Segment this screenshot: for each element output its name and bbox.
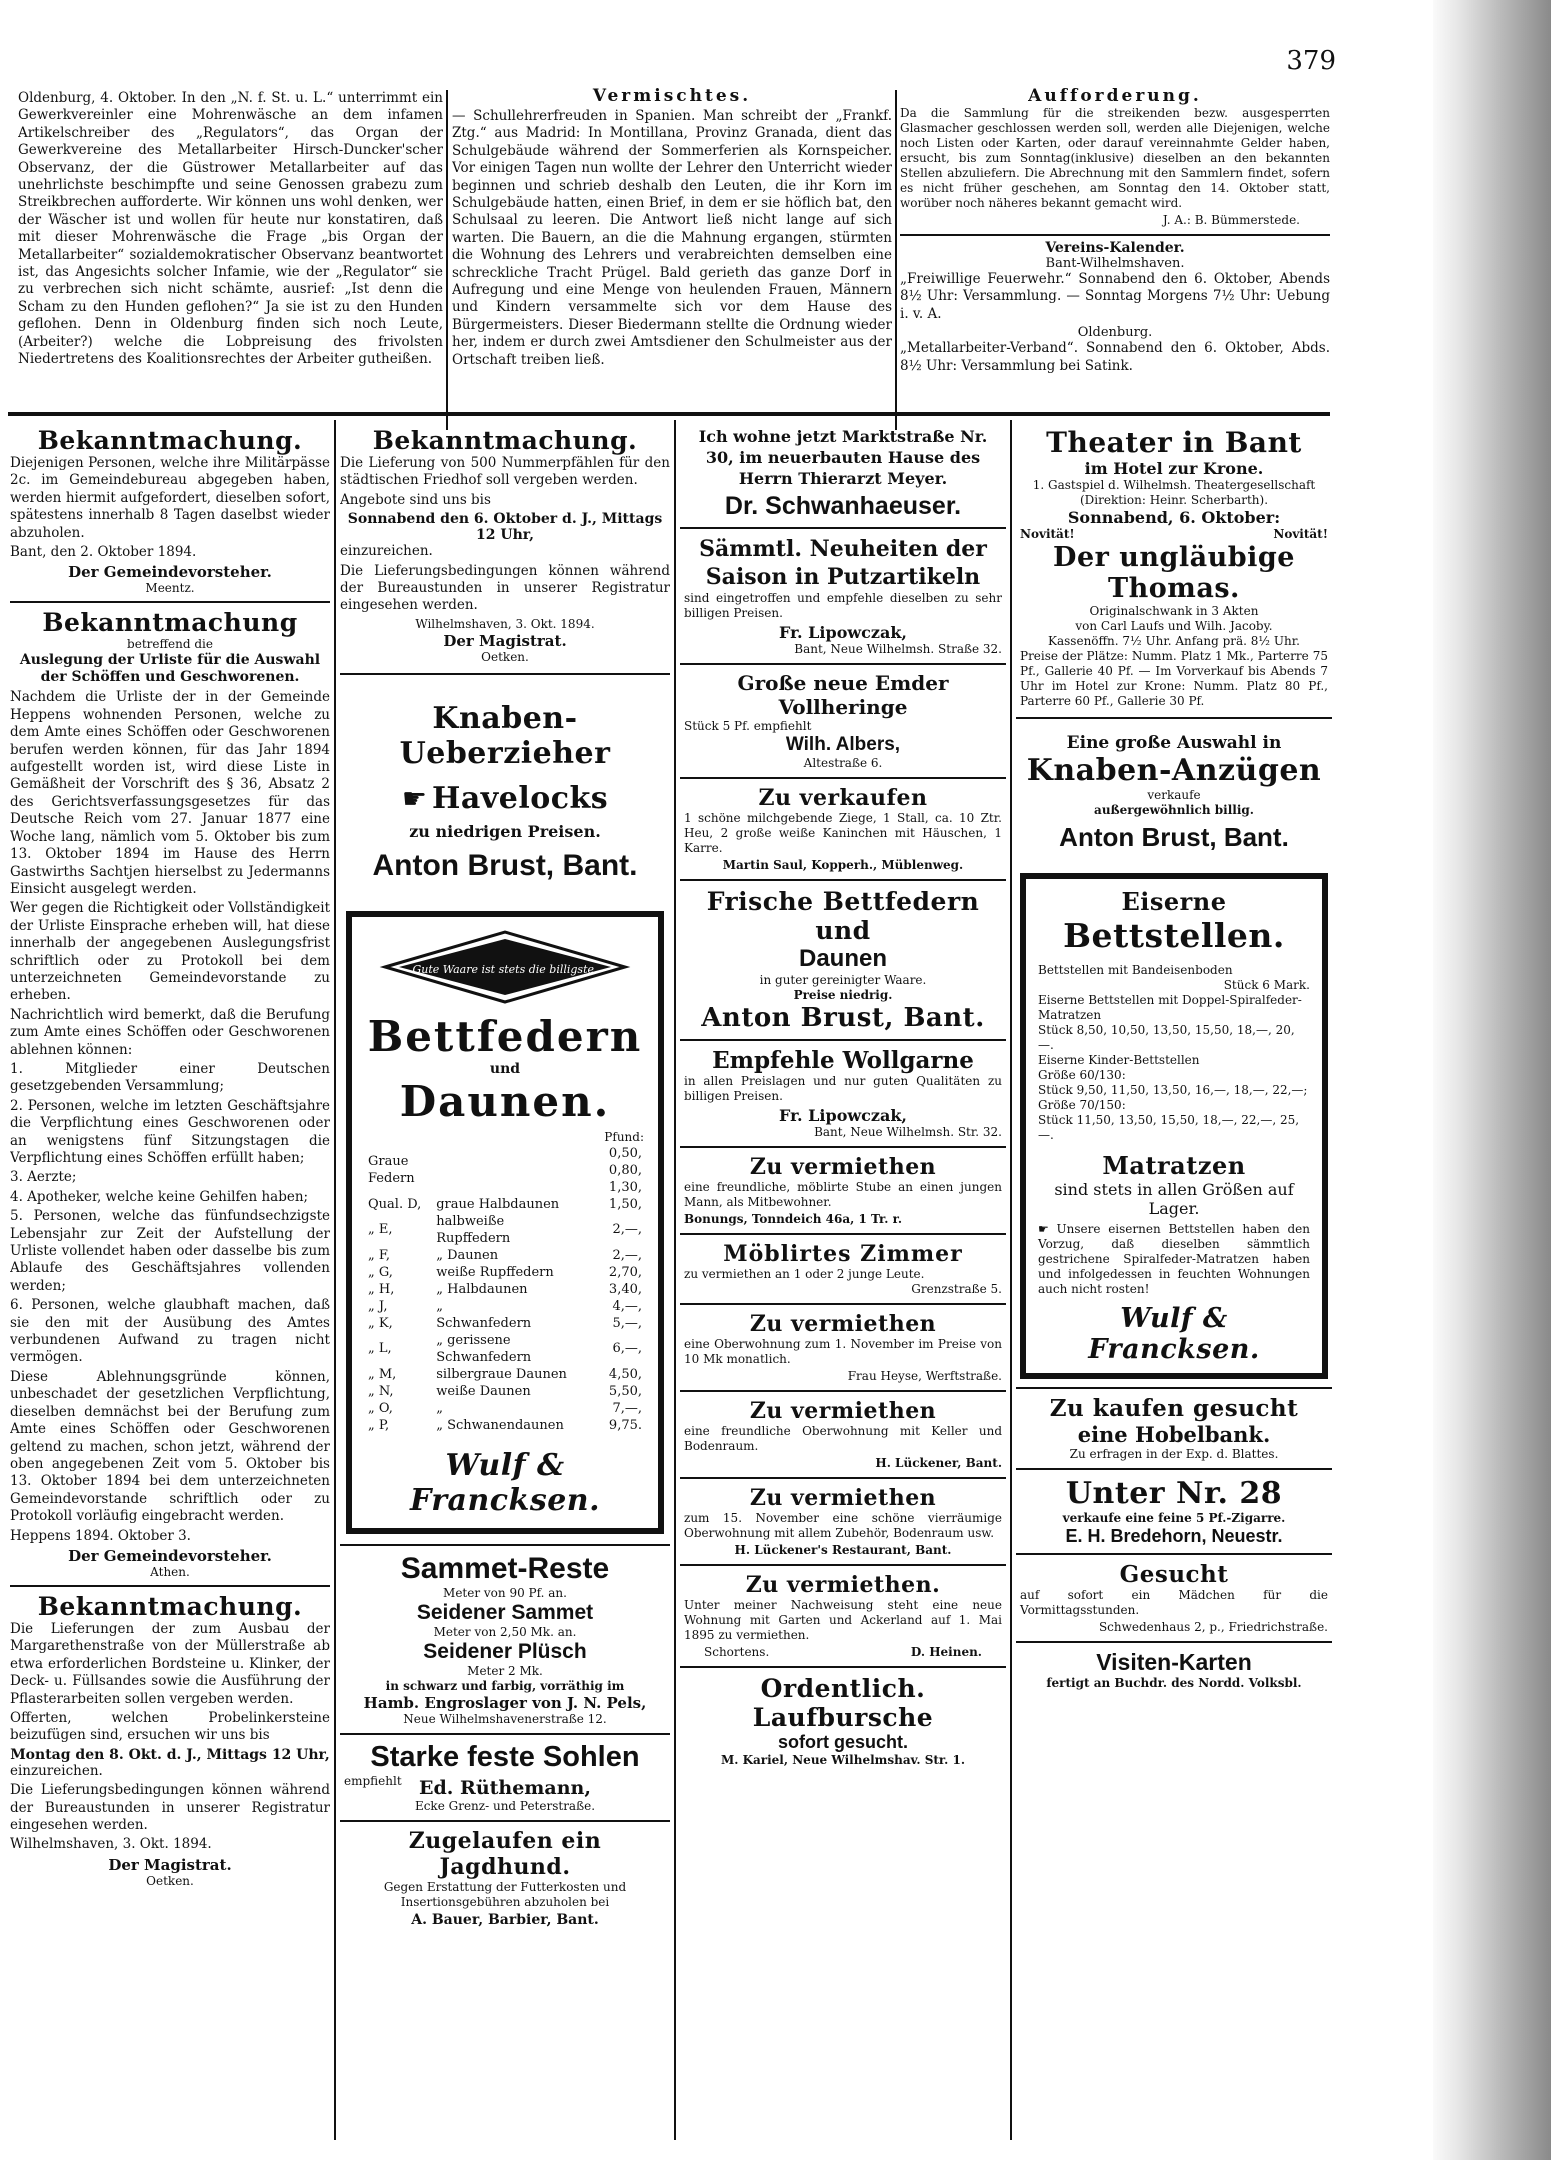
notice-text: Nachrichtlich wird bemerkt, daß die Berufung zum Amte eines Schöffen oder Geschworenen ablehnen können: xyxy=(10,1006,330,1058)
description-cell: „ xyxy=(436,1400,443,1416)
ad-text: 1 schöne milchgebende Ziege, 1 Stall, ca. 10 Ztr. Heu, 2 große weiße Kaninchen mit Häuschen, 1 Karre. xyxy=(684,811,1002,855)
notice-text: Die Lieferungsbedingungen können während der Bureaustunden in unserer Registratur eingesehen werden. xyxy=(10,1782,330,1833)
ad-firm: E. H. Bredehorn, Neuestr. xyxy=(1065,1526,1283,1546)
ad-sohlen xyxy=(340,1733,670,1820)
ad-headline: Sämmtl. Neuheiten der Saison in Putzartikeln xyxy=(699,536,987,590)
ad-address: Altestraße 6. xyxy=(803,756,883,770)
ad-line: verkaufe eine feine 5 Pf.-Zigarre. xyxy=(1062,1511,1286,1525)
ad-firm: Fr. Lipowczak, xyxy=(779,623,907,642)
ad-headline: Daunen xyxy=(798,945,887,972)
ad-headline: Knaben-Ueberzieher xyxy=(399,700,611,771)
box-text: Unsere eisernen Bettstellen haben den Vorzug, daß dieselben sämmtlich gestrichene Spiralfeder-Matratzen haben und infolgedessen in feuchten Wohnungen auch nicht rosten! xyxy=(1038,1222,1310,1296)
ad-line: Seidener Sammet xyxy=(416,1600,594,1624)
ad-knaben-ueberzieher xyxy=(340,673,670,889)
ad-line: Kassenöffn. 7½ Uhr. Anfang prä. 8½ Uhr. xyxy=(1048,634,1300,648)
ad-text: Ich wohne jetzt Marktstraße Nr. 30, im neuerbauten Hause des Herrn Thierarzt Meyer. xyxy=(698,427,988,488)
box-line: Stück 11,50, 13,50, 15,50, 18,—, 22,—, 25,—. xyxy=(1038,1113,1300,1142)
oldenburg-text: Oldenburg, 4. Oktober. In den „N. f. St. u. L.“ unterrimmt ein Gewerkvereinler eine Mohrenwäsche an dem infamen Artikelschreiber des „Regulators“, das Organ der Gewerkvereine des Metallarbeiter Hirsch-Duncker'scher Observanz, der die Güstrower Metallarbeiter auf das unehrlichste beschimpfte und seine Genossen grabezu zum Streikbrechen aufforderte. Wir können uns wohl denken, wer der Wäscher ist und wollen für heute nur konstatiren, daß mit dieser Mohrenwäsche die Frage „bis Organ der Metallarbeiter“ sozialdemokratischer Observanz beantwortet ist, das Angesichts solcher Infamie, wie der „Regulator“ sie zu verbrechen sich nicht schämte, ausrief: „Ist denn die Scham zu den Hunden geflohen?“ Ja sie ist zu den Hunden geflohen. Denn in Oldenburg finden sich noch Leute, (Arbeiter?) welche die Lobpreisung des frivolsten Niedertretens des Koalitionsrechtes der Arbeiter gutheißen. xyxy=(18,90,443,368)
notice-title: Bekanntmachung. xyxy=(37,426,303,455)
quality-cell: Qual. D, xyxy=(368,1196,422,1212)
price-cell: 4,50, xyxy=(608,1366,642,1382)
ad-line: Stück 5 Pf. empfiehlt xyxy=(684,719,812,733)
notice-title: Bekanntmachung. xyxy=(372,426,638,455)
quality-cell: Graue Federn xyxy=(368,1154,415,1187)
ad-address: Schwedenhaus 2, p., Friedrichstraße. xyxy=(1098,1620,1328,1634)
notice-deadline: Sonnabend den 6. Oktober d. J., Mittags 12 Uhr, xyxy=(347,511,663,544)
ad-text: zu vermiethen an 1 oder 2 junge Leute. xyxy=(684,1267,925,1281)
ad-headline: Zu verkaufen xyxy=(758,785,928,811)
price-cell: 2,—, xyxy=(612,1247,642,1263)
play-title: Der ungläubige Thomas. xyxy=(1053,542,1295,604)
price-cell: 3,40, xyxy=(608,1281,642,1297)
newspaper-page xyxy=(8,46,1336,2140)
ad-laufbursche xyxy=(680,1666,1006,1774)
ad-bettfedern-box xyxy=(346,911,664,1534)
quality-cell: „ L, xyxy=(368,1341,392,1357)
notice-text: Diejenigen Personen, welche ihre Militärpässe 2c. im Gemeindebureau abgegeben haben, werden hiermit aufgefordert, dieselben sofort, spätestens innerhalb 8 Tagen daselbst wieder abzuholen. xyxy=(10,455,330,541)
quality-cell: „ J, xyxy=(368,1298,388,1314)
ad-line: außergewöhnlich billig. xyxy=(1094,803,1254,817)
box-title: Daunen. xyxy=(399,1076,611,1126)
ad-jagdhund xyxy=(340,1820,670,1934)
price-row xyxy=(366,1332,644,1366)
ad-line: Neue Wilhelmshavenerstraße 12. xyxy=(403,1711,607,1726)
box-line: Eiserne Kinder-Bettstellen xyxy=(1038,1053,1200,1067)
section-divider xyxy=(8,412,1330,416)
description-cell: „ Daunen xyxy=(436,1247,499,1263)
description-cell: „ Schwanendaunen xyxy=(436,1417,564,1433)
ad-line: von Carl Laufs und Wilh. Jacoby. xyxy=(1075,619,1273,633)
column-1 xyxy=(10,426,330,2146)
ad-firm: Fr. Lipowczak, xyxy=(779,1106,907,1125)
box-firm: Wulf & Francksen. xyxy=(409,1447,601,1518)
vereins-kalender-title: Vereins-Kalender. xyxy=(1045,240,1185,256)
ad-headline: Starke feste Sohlen xyxy=(370,1740,640,1773)
aufforderung-text: Da die Sammlung für die streikenden bezw. ausgesperrten Glasmacher geschlossen werden soll, werden alle Diejenigen, welche noch Listen oder Karten, oder darauf vereinnahmte Gelder haben, ersucht, bis zum Sonntag(inklusive) dieselben an den bekannten Stellen abzuliefern. Die Abrechnung mit den Sammlern findet, sofern es nicht früher geschehen, am Sonntag den 14. Oktober statt, worüber noch näheres bekannt gemacht wird. xyxy=(900,106,1330,210)
ad-text: in allen Preislagen und nur guten Qualitäten zu billigen Preisen. xyxy=(684,1074,1002,1103)
ad-line: in guter gereinigter Waare. xyxy=(759,973,927,987)
description-cell: „ xyxy=(436,1298,443,1314)
notice-text: einzureichen. xyxy=(10,1762,103,1779)
box-title: Bettfedern xyxy=(367,1011,643,1061)
box-line: Eiserne Bettstellen mit Doppel-Spiralfeder-Matratzen xyxy=(1038,993,1302,1022)
ad-address: M. Kariel, Neue Wilhelmshav. Str. 1. xyxy=(720,1753,966,1767)
ad-headline: Zu vermiethen xyxy=(749,1485,937,1511)
price-row xyxy=(366,1196,644,1213)
description-cell: „ gerissene Schwanfedern xyxy=(436,1332,532,1365)
ad-date: Sonnabend, 6. Oktober: xyxy=(1067,508,1281,527)
exemption-item: 4. Apotheker, welche keine Gehilfen haben; xyxy=(10,1188,309,1205)
price-row xyxy=(366,1417,644,1434)
exemption-item: 5. Personen, welche das fünfundsechzigste Lebensjahr zur Zeit der Aufstellung der Urliste vollendet haben oder dasselbe bis zum Ablaufe des Geschäftsjahres vollenden werden; xyxy=(10,1208,330,1294)
price-row xyxy=(366,1315,644,1332)
notice-text: Die Lieferungen der zum Ausbau der Margarethenstraße von der Müllerstraße ab etwa erforderlichen Bordsteine u. Klinker, der Deck- u. Füllsandes sowie die Ausführung der Pflasterarbeiten sollen vergeben werden. xyxy=(10,1620,330,1707)
box-line: Bettstellen mit Bandeisenboden xyxy=(1038,963,1233,977)
ad-sammet-reste xyxy=(340,1544,670,1733)
top-article-oldenburg xyxy=(18,90,443,425)
price-cell: 9,75. xyxy=(608,1417,642,1433)
ad-headline: Frische Bettfedern und xyxy=(706,887,980,945)
price-cell: 0,50, 0,80, 1,30, xyxy=(608,1145,642,1195)
ad-line: Eine große Auswahl in xyxy=(1066,733,1282,753)
ad-name: D. Heinen. xyxy=(910,1645,982,1659)
ad-zu-verkaufen xyxy=(680,777,1006,879)
ad-line: Meter von 2,50 Mk. an. xyxy=(433,1624,577,1639)
ad-headline: Visiten-Karten xyxy=(1096,1649,1252,1675)
description-cell: weiße Daunen xyxy=(436,1383,531,1399)
notice-text: Diese Ablehnungsgründe können, unbeschadet der gesetzlichen Verpflichtung, dieselben demnächst bei der Berufung zum Amte eines Schöffen oder Geschworenen geltend zu machen, schon jetzt, während der oben angegebenen Zeit vom 5. Oktober bis 13. Oktober 1894 bei dem unterzeichneten Gemeindevorstande schriftlich oder zu Protokoll vorläufig eingebracht werden. xyxy=(10,1368,330,1525)
price-table xyxy=(366,1145,644,1434)
box-line: Stück 9,50, 11,50, 13,50, 16,—, 18,—, 22,—; xyxy=(1038,1083,1308,1097)
ad-headline: Zu vermiethen. xyxy=(745,1572,941,1598)
ad-address: Ecke Grenz- und Peterstraße. xyxy=(414,1798,596,1813)
box-und: und xyxy=(489,1060,521,1077)
ad-zu-vermiethen xyxy=(680,1303,1006,1390)
notice-signer: Athen. xyxy=(150,1564,190,1579)
price-row xyxy=(366,1281,644,1298)
ad-headline: Unter Nr. 28 xyxy=(1065,1476,1283,1511)
quality-cell: „ F, xyxy=(368,1247,390,1263)
novitaet-label: Novität! xyxy=(1273,527,1328,541)
ad-headline: Havelocks xyxy=(432,780,609,816)
notice-signature: Der Gemeindevorsteher. xyxy=(68,563,272,582)
ad-text: Gegen Erstattung der Futterkosten und Insertionsgebühren abzuholen bei xyxy=(383,1879,627,1909)
ad-line: verkaufe xyxy=(1147,788,1201,802)
notice-subtitle: betreffend die xyxy=(127,637,213,652)
notice-text: Offerten, welchen Probelinkersteine beizufügen sind, ersuchen wir uns bis xyxy=(10,1709,330,1744)
ad-headline: Zu vermiethen xyxy=(749,1398,937,1424)
ad-headline: Empfehle Wollgarne xyxy=(712,1047,974,1074)
ad-name: Martin Saul, Kopperh., Müblenweg. xyxy=(722,858,964,872)
exemption-item: 2. Personen, welche im letzten Geschäftsjahre die Verpflichtung eines Geschworenen oder an wenigstens fünf Sitzungstagen die Verpflichtung eines Schöffen erfüllt haben; xyxy=(10,1097,330,1166)
box-line: Stück 6 Mark. xyxy=(1223,978,1310,992)
notice-text: Nachdem die Urliste der in der Gemeinde Heppens wohnenden Personen, welche zu dem Amte eines Schöffen oder Geschworenen berufen werden können, für das Jahr 1894 aufgestellt worden ist, wird diese Liste in Gemäßheit der Vorschrift des § 36, Absatz 2 des Gerichtsverfassungsgesetzes für das Deutsche Reich vom 27. Januar 1877 eine Woche lang, nämlich vom 5. Oktober bis zum 13. Oktober 1894 im Hause des Herrn Gastwirths Sachtjen hierselbst zu Jedermanns Einsicht ausgelegt werden. xyxy=(10,689,330,897)
ad-text: Preise der Plätze: Numm. Platz 1 Mk., Parterre 75 Pf., Gallerie 40 Pf. — Im Vorverkauf bis Abends 7 Uhr im Hotel zur Krone: Numm. Platz 80 Pf., Parterre 60 Pf., Gallerie 30 Pf. xyxy=(1020,649,1328,708)
notice-title: Bekanntmachung xyxy=(42,608,298,638)
ad-headline: Zu vermiethen xyxy=(749,1311,937,1337)
price-row xyxy=(366,1298,644,1315)
notice-text: Die Lieferungsbedingungen können während der Bureaustunden in unserer Registratur eingesehen werden. xyxy=(340,562,670,614)
description-cell: Schwanfedern xyxy=(436,1315,532,1331)
column-rule xyxy=(446,90,448,430)
ad-line: eine Hobelbank. xyxy=(1077,1422,1271,1447)
price-row xyxy=(366,1213,644,1247)
ad-headline: Zugelaufen ein Jagdhund. xyxy=(408,1827,602,1880)
column-rule xyxy=(895,90,897,430)
quality-cell: „ O, xyxy=(368,1400,393,1416)
ad-text: auf sofort ein Mädchen für die Vormittagsstunden. xyxy=(1020,1588,1328,1617)
ad-address: Bonungs, Tonndeich 46a, 1 Tr. r. xyxy=(684,1212,903,1226)
column-rule xyxy=(1010,420,1012,2140)
ad-line: Zu erfragen in der Exp. d. Blattes. xyxy=(1069,1447,1279,1461)
box-line: Größe 70/150: xyxy=(1038,1098,1126,1112)
ad-address: H. Lückener, Bant. xyxy=(875,1456,1002,1470)
box-line: Größe 60/130: xyxy=(1038,1068,1126,1082)
ad-zigarre xyxy=(1016,1468,1332,1553)
notice-date: Wilhelmshaven, 3. Okt. 1894. xyxy=(415,616,595,631)
quality-cell: „ E, xyxy=(368,1222,393,1238)
ad-zu-vermiethen xyxy=(680,1390,1006,1477)
ad-putzartikel xyxy=(680,527,1006,663)
ad-moeblirtes-zimmer xyxy=(680,1233,1006,1303)
ad-firm: Anton Brust, Bant. xyxy=(1059,822,1289,852)
ad-frische-bettfedern xyxy=(680,879,1006,1039)
ad-address: Bant, Neue Wilhelmsh. Str. 32. xyxy=(814,1125,1002,1139)
kalender-place: Oldenburg. xyxy=(1077,325,1153,341)
description-cell: halbweiße Rupffedern xyxy=(436,1213,511,1246)
ad-address: Grenzstraße 5. xyxy=(911,1282,1002,1296)
ad-headline: Gesucht xyxy=(1119,1561,1229,1588)
ad-firm: Dr. Schwanhaeuser. xyxy=(724,492,962,520)
ad-firm: Anton Brust, Bant. xyxy=(701,1003,985,1033)
page-number: 379 xyxy=(1286,46,1336,76)
ad-line: in schwarz und farbig, vorräthig im xyxy=(385,1678,625,1693)
ad-line: Meter 2 Mk. xyxy=(467,1663,543,1678)
price-row xyxy=(366,1247,644,1264)
aufforderung-title: Aufforderung. xyxy=(1028,86,1202,106)
banner-text: Gute Waare ist stets die billigste. xyxy=(412,962,598,976)
price-cell: 1,50, xyxy=(608,1196,642,1212)
ad-hobelbank xyxy=(1016,1387,1332,1468)
ad-line: empfiehlt xyxy=(344,1773,402,1788)
ad-heringe xyxy=(680,663,1006,777)
box-firm: Wulf & Francksen. xyxy=(1088,1303,1260,1365)
notice-text: einzureichen. xyxy=(340,543,433,560)
ad-subline: zu niedrigen Preisen. xyxy=(409,821,601,841)
ad-text: eine freundliche Oberwohnung mit Keller und Bodenraum. xyxy=(684,1424,1002,1453)
book-binding-edge xyxy=(1433,0,1551,2160)
notice-signature: Der Magistrat. xyxy=(108,1855,232,1874)
ad-text: zum 15. November eine schöne vierräumige Oberwohnung mit allem Zubehör, Bodenraum usw. xyxy=(684,1511,1002,1540)
notice-signature: Der Magistrat. xyxy=(443,631,567,650)
quality-cell: „ G, xyxy=(368,1264,393,1280)
ad-headline: Sammet-Reste xyxy=(400,1551,610,1585)
ad-zu-vermiethen xyxy=(680,1477,1006,1564)
ad-line: Hamb. Engroslager von J. N. Pels, xyxy=(363,1693,647,1712)
column-2 xyxy=(340,426,670,2146)
notice-deadline: Montag den 8. Okt. d. J., Mittags 12 Uhr, xyxy=(10,1746,330,1763)
ad-headline: Große neue Emder Vollheringe xyxy=(737,671,949,719)
notice-signer: Oetken. xyxy=(481,649,529,664)
box-line: Stück 8,50, 10,50, 13,50, 15,50, 18,—, 20,—. xyxy=(1038,1023,1295,1052)
ad-line: 1. Gastspiel d. Wilhelmsh. Theatergesellschaft xyxy=(1032,478,1316,492)
price-cell: 2,70, xyxy=(608,1264,642,1280)
box-line: sind stets in allen Größen auf Lager. xyxy=(1054,1180,1294,1218)
price-row xyxy=(366,1145,644,1196)
ad-text: eine Oberwohnung zum 1. November im Preise von 10 Mk monatlich. xyxy=(684,1337,1002,1366)
box-subtitle: Matratzen xyxy=(1102,1151,1246,1180)
kalender-place: Bant-Wilhelmshaven. xyxy=(1045,256,1185,271)
exemption-list xyxy=(10,1061,330,1367)
vermischtes-title: Vermischtes. xyxy=(592,86,752,106)
ad-address: Frau Heyse, Werftstraße. xyxy=(847,1369,1002,1383)
column-rule xyxy=(674,420,676,2140)
ad-zu-vermiethen xyxy=(680,1146,1006,1233)
ad-address: H. Lückener's Restaurant, Bant. xyxy=(734,1543,952,1557)
ad-headline: Knaben-Anzügen xyxy=(1026,753,1322,788)
price-row xyxy=(366,1264,644,1281)
ad-headline: Zu vermiethen xyxy=(749,1154,937,1180)
vermischtes-text: — Schullehrerfreuden in Spanien. Man schreibt der „Frankf. Ztg.“ aus Madrid: In Montillana, Provinz Granada, dient das Schulgebäude während der Sommerferien als Kornspeicher. Vor einigen Tagen nun wollte der Lehrer den Unterricht wieder beginnen und schrieb deshalb den Leuten, die ihr Korn im Schulgebäude hatten, einen Brief, in dem er sie höflich bat, den Schulsaal zu leeren. Die Antwort ließ nicht lange auf sich warten. Die Bauern, an die die Mahnung ergangen, stürmten die Wohnung des Lehrers und verabreichten demselben eine schreckliche Tracht Prügel. Bald gerieth das ganze Dorf in Aufregung und eine Menge von heulenden Frauen, Männern und Kindern versammelte sich vor dem Hause des Bürgermeisters. Dieser Biedermann stellte die Ordnung wieder her, indem er durch zwei Amtsdiener den Schulmeister aus der Ortschaft treiben ließ. xyxy=(452,108,892,368)
notice-text: Die Lieferung von 500 Nummerpfählen für den städtischen Friedhof soll vergeben werden. xyxy=(340,455,670,489)
ad-text: Unter meiner Nachweisung steht eine neue Wohnung mit Garten und Ackerland auf 1. Mai 1895 zu vermiethen. xyxy=(684,1598,1002,1642)
ad-line: Preise niedrig. xyxy=(793,988,893,1002)
ad-line: Meter von 90 Pf. an. xyxy=(443,1585,567,1600)
ad-headline: Theater in Bant xyxy=(1046,426,1302,459)
ad-firm: Anton Brust, Bant. xyxy=(372,848,638,882)
ad-theater xyxy=(1016,426,1332,717)
quality-cell: „ N, xyxy=(368,1383,394,1399)
exemption-item: 6. Personen, welche glaubhaft machen, daß sie den mit der Ausübung des Amtes verbundenen Aufwand zu tragen nicht vermögen. xyxy=(10,1297,330,1366)
ad-place: Schortens. xyxy=(704,1645,770,1659)
quality-cell: „ M, xyxy=(368,1366,397,1382)
description-cell: silbergraue Daunen xyxy=(436,1366,567,1382)
price-cell: 4,—, xyxy=(612,1298,642,1314)
ad-text: sind eingetroffen und empfehle dieselben zu sehr billigen Preisen. xyxy=(684,591,1002,620)
description-cell: weiße Rupffedern xyxy=(436,1264,554,1280)
top-article-vermischtes xyxy=(452,86,892,426)
aufforderung-signature: J. A.: B. Bümmerstede. xyxy=(1162,213,1300,227)
top-article-aufforderung xyxy=(900,86,1330,431)
notice-subtitle: Auslegung der Urliste für die Auswahl der Schöffen und Geschworenen. xyxy=(19,652,321,686)
price-cell: 7,—, xyxy=(612,1400,642,1416)
ad-firm: Wilh. Albers, xyxy=(785,734,901,755)
price-row xyxy=(366,1366,644,1383)
ad-headline: Ordentlich. Laufbursche xyxy=(752,1674,934,1732)
notice-text: Angebote sind uns bis xyxy=(340,491,491,508)
ad-knaben-anzuege xyxy=(1016,717,1332,859)
notice-date: Heppens 1894. Oktober 3. xyxy=(10,1527,191,1544)
ad-wollgarne xyxy=(680,1039,1006,1146)
ad-schwanhaeuser xyxy=(680,426,1006,527)
ad-bettstellen-box xyxy=(1020,873,1328,1379)
ad-line: sofort gesucht. xyxy=(777,1732,908,1752)
ad-line: im Hotel zur Krone. xyxy=(1084,459,1264,478)
column-4 xyxy=(1016,426,1332,2146)
column-3 xyxy=(680,426,1006,2146)
price-row xyxy=(366,1400,644,1417)
ad-headline: Möblirtes Zimmer xyxy=(723,1241,963,1267)
exemption-item: 3. Aerzte; xyxy=(10,1169,77,1186)
ad-line: Originalschwank in 3 Akten xyxy=(1089,604,1259,618)
ad-text: eine freundliche, möblirte Stube an einen jungen Mann, als Mitbewohner. xyxy=(684,1180,1002,1209)
notice-date: Bant, den 2. Oktober 1894. xyxy=(10,544,197,561)
kalender-entry: „Freiwillige Feuerwehr.“ Sonnabend den 6. Oktober, Abends 8½ Uhr: Versammlung. — Sonntag Morgens 7½ Uhr: Uebung i. v. A. xyxy=(900,271,1330,322)
notice-signer: Meentz. xyxy=(145,581,195,596)
ad-line: fertigt an Buchdr. des Nordd. Volksbl. xyxy=(1046,1676,1302,1690)
description-cell: „ Halbdaunen xyxy=(436,1281,528,1297)
notice-signer: Oetken. xyxy=(146,1873,194,1888)
pointing-hand-icon: ☛ xyxy=(401,781,427,815)
description-cell xyxy=(434,1145,577,1196)
ad-line: Seidener Plüsch xyxy=(423,1639,587,1663)
ad-line: (Direktion: Heinr. Scherbarth). xyxy=(1079,493,1269,507)
notice-signature: Der Gemeindevorsteher. xyxy=(68,1546,272,1565)
column-rule xyxy=(334,420,336,2140)
ad-address: Bant, Neue Wilhelmsh. Straße 32. xyxy=(794,642,1002,656)
notice-text: Wer gegen die Richtigkeit oder Vollständigkeit der Urliste Einsprache erheben will, hat diese innerhalb der angegebenen Auslegungsfrist schriftlich oder zu Protokoll bei dem unterzeichneten Gemeindevorstande zu erheben. xyxy=(10,900,330,1004)
quality-cell: „ P, xyxy=(368,1417,390,1433)
ad-gesucht xyxy=(1016,1553,1332,1641)
kalender-entry: „Metallarbeiter-Verband“. Sonnabend den 6. Oktober, Abds. 8½ Uhr: Versammlung bei Satink. xyxy=(900,340,1330,374)
ad-visitenkarten xyxy=(1016,1641,1332,1697)
ad-firm: Ed. Rüthemann, xyxy=(419,1776,591,1799)
price-cell: 5,—, xyxy=(612,1315,642,1331)
box-title: Bettstellen. xyxy=(1063,916,1285,955)
quality-cell: „ K, xyxy=(368,1315,393,1331)
price-cell: 5,50, xyxy=(608,1383,642,1399)
exemption-item: 1. Mitglieder einer Deutschen gesetzgebenden Versammlung; xyxy=(10,1060,330,1095)
pointing-hand-icon: ☛ xyxy=(1038,1222,1049,1236)
notice-date: Wilhelmshaven, 3. Okt. 1894. xyxy=(10,1836,212,1853)
quality-cell: „ H, xyxy=(368,1281,395,1297)
novitaet-label: Novität! xyxy=(1020,527,1075,541)
box-title: Eiserne xyxy=(1121,887,1227,916)
ad-firm: A. Bauer, Barbier, Bant. xyxy=(411,1911,599,1928)
ad-headline: Zu kaufen gesucht xyxy=(1049,1395,1299,1422)
price-row xyxy=(366,1383,644,1400)
price-unit: Pfund: xyxy=(604,1129,644,1144)
notice-title: Bekanntmachung. xyxy=(37,1591,303,1621)
price-cell: 2,—, xyxy=(612,1222,642,1238)
price-cell: 6,—, xyxy=(612,1341,642,1357)
ad-zu-vermiethen xyxy=(680,1564,1006,1666)
description-cell: graue Halbdaunen xyxy=(436,1196,560,1212)
